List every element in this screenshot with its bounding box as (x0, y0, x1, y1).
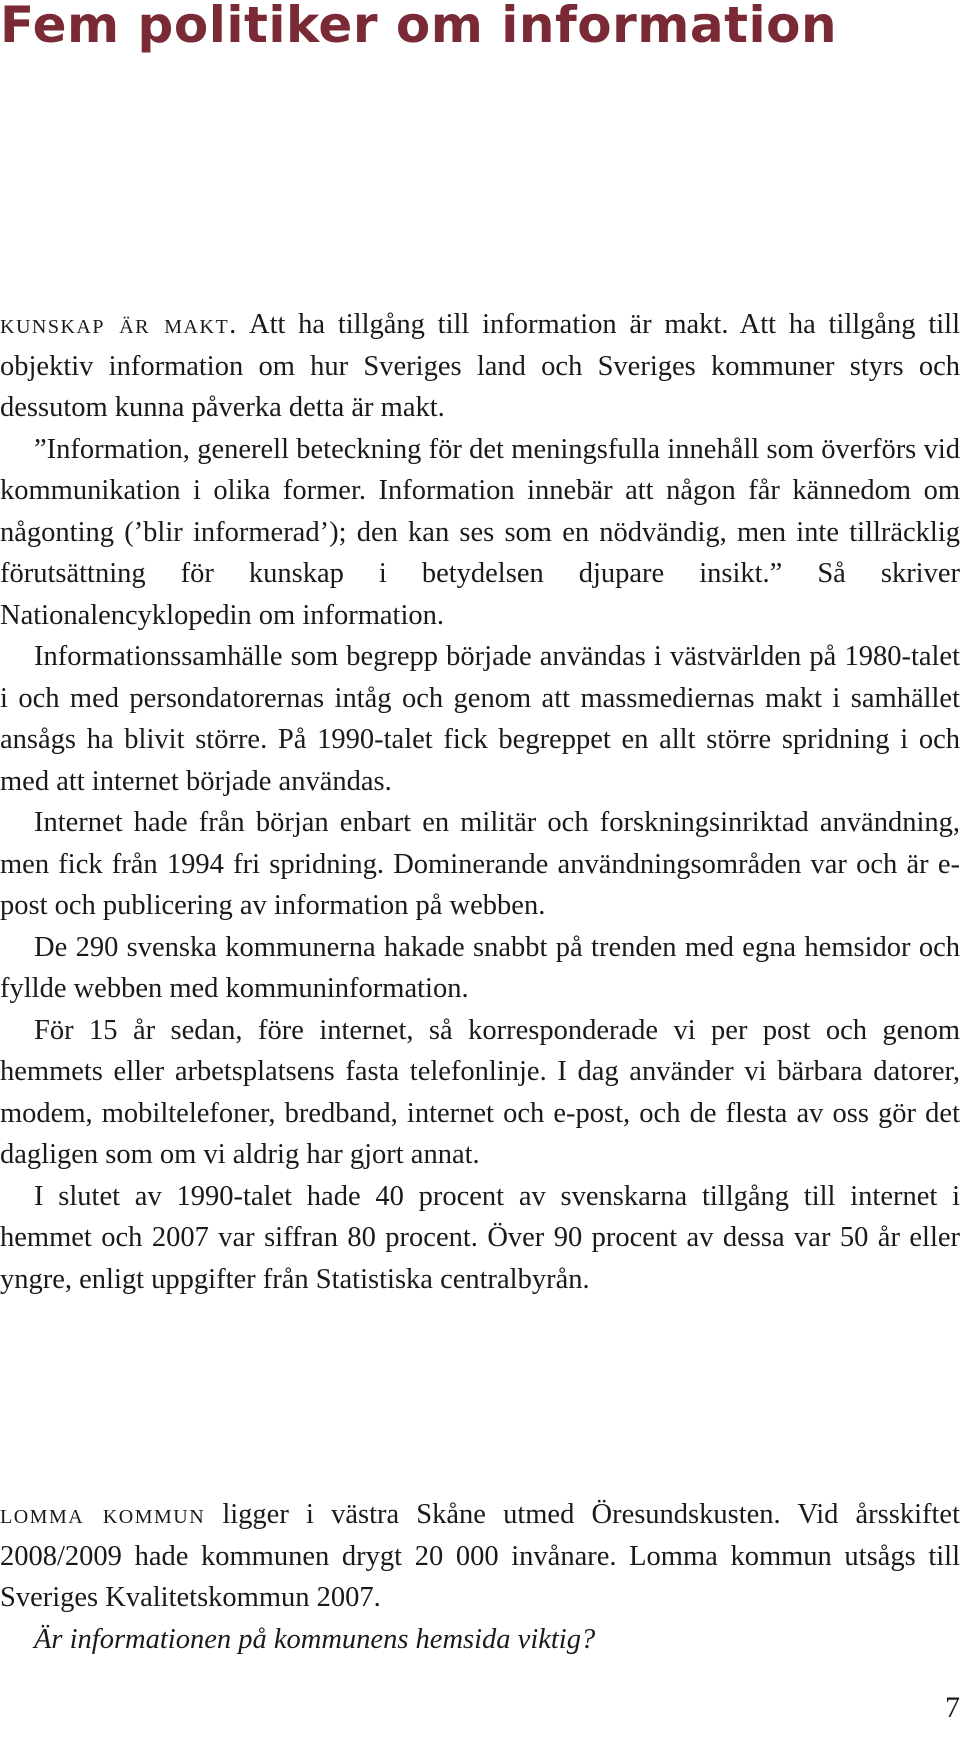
paragraph-internet: Internet hade från början enbart en militär och forskningsinriktad användning, men fick från 1994 fri spridning. Dominerande användningsområden var och är e-post och publicering av information på webben. (0, 807, 960, 921)
paragraph-intro-text: Att ha tillgång till information är makt. Att ha tillgång till objektiv information om hur Sveriges land och Sveriges kommuner styrs och dessutom kunna påverka detta är makt. (0, 309, 960, 423)
lead-in-lomma: lomma kommun (0, 1499, 206, 1530)
question-text: Är informationen på kommunens hemsida viktig? (34, 1623, 596, 1655)
paragraph-informationssamhalle: Informationssamhälle som begrepp började användas i västvärlden på 1980-talet i och med persondatorernas intåg och genom att massmediernas makt i samhället ansågs ha blivit större. På 1990-talet fick begreppet en allt större spridning i och med att internet började användas. (0, 641, 960, 797)
page-title: Fem politiker om information (0, 0, 838, 54)
paragraph-ne-quote: ”Information, generell beteckning för det meningsfulla innehåll som överförs vid kommunikation i olika former. Information innebär att någon får kännedom om någonting (’blir informerad’); den kan ses som en nödvändig, men inte tillräcklig förutsättning för kunskap i betydelsen djupare insikt.” Så skriver Nationalencyklopedin om information. (0, 433, 960, 631)
paragraph-for-15-ar: För 15 år sedan, före internet, så korresponderade vi per post och genom hemmets eller arbetsplatsens fasta telefonlinje. I dag använder vi bärbara datorer, modem, mobiltelefoner, bredband, internet och e-post, och de flesta av oss gör det dagligen som om vi aldrig har gjort annat. (0, 1014, 960, 1170)
main-text (0, 304, 960, 1300)
paragraph-lomma (0, 1494, 960, 1619)
page-number: 7 (945, 1691, 960, 1724)
lead-in-kunskap: kunskap är makt. (0, 309, 238, 340)
paragraph-statistik: I slutet av 1990-talet hade 40 procent av svenskarna tillgång till internet i hemmet och 2007 var siffran 80 procent. Över 90 procent av dessa var 50 år eller yngre, enligt uppgifter från Statistiska centralbyrån. (0, 1180, 960, 1295)
paragraph-kommuner: De 290 svenska kommunerna hakade snabbt på trenden med egna hemsidor och fyllde webben med kommuninformation. (0, 931, 960, 1004)
paragraph-lomma-text: ligger i västra Skåne utmed Öresundskusten. Vid årsskiftet 2008/2009 hade kommunen drygt 20 000 invånare. Lomma kommun utsågs till Sveriges Kvalitetskommun 2007. (0, 1499, 960, 1613)
lomma-section (0, 1494, 960, 1660)
paragraph-intro (0, 304, 960, 429)
